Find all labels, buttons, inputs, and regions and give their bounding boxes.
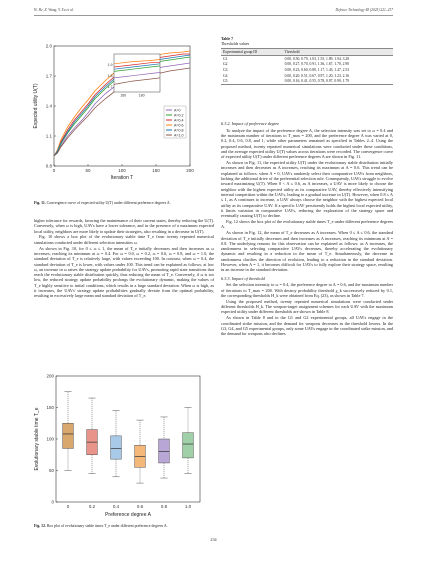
table-header-cell: Threshold [283, 48, 393, 55]
right-paragraph-3: Fig. 12 shows the box plot of the evolutionary stable times T_e under different preference degrees A. [221, 219, 393, 230]
figure-12-box-plot [30, 370, 210, 522]
inset-y-tick-label: 1.8 [107, 73, 113, 78]
y-axis-label: Expected utility U(T) [33, 83, 39, 129]
left-paragraph-3: As shown in Fig. 10, for 0 ≤ ω ≤ 1, the mean of T_e initially decreases and then increases as ω increases, reaching its minimum at ω = 0.4. For ω = 0.0, ω = 0.2, ω = 0.6, ω = 0.8, and ω = 1.0, the standard deviation of T_e is relatively large, with values exceeding 100. In contrast, when ω = 0.4, the standard deviation of T_e is lower, with values under 100. This trend can be explained as follows: at low ω, an increase in ω raises the strategy update probability for UAVs, promoting rapid state transitions that reach the evolutionary stable distribution quickly, thus reducing the mean of T_e. Conversely, if ω is too low, the reduced strategy update probability prolongs the evolutionary dynamic, making the values of T_e highly sensitive to initial conditions, which results in a large standard deviation. When ω is high, as it increases, the UAVs' strategy update probabilities gradually deviate from the optimal probability, resulting in excessively large mean and standard deviation of T_e. [34, 245, 214, 299]
table-7 [221, 37, 393, 85]
page-number: 234 [210, 537, 217, 542]
section-heading-6-3-3: 6.3.3. Impact of threshold [221, 275, 265, 281]
x-tick-label: 0 [52, 168, 56, 173]
x-tick-label: 0.2 [88, 504, 96, 509]
box [159, 439, 170, 463]
table-cell: 0.00, 0.20, 0.51, 0.67, 0.97, 1.20, 1.23, 2.16 [284, 73, 350, 78]
x-tick-label: 0.8 [160, 504, 168, 509]
table-cell: 0.00, 0.50, 0.79, 1.03, 1.55, 1.89, 1.94, 3.28 [284, 56, 350, 61]
legend-label: A=0.6 [174, 123, 184, 128]
table-cell: G2 [223, 62, 228, 67]
table-7-grid [221, 48, 393, 85]
right-column-text [221, 118, 393, 337]
x-tick-label: 0 [66, 504, 70, 509]
y-tick-label: 100 [46, 436, 54, 442]
left-paragraph-1: higher tolerance for rewards, favoring the maintenance of their current states, thereby reducing the U(T). Conversely, when ω is high, UAVs have a lower tolerance, and in the presence of a maximum expected local utility, neighbors are more likely to update their strategies, also resulting in a decrease in U(T). [34, 218, 214, 234]
figure-12-caption-text: Box plot of evolutionary stable times T_e under different preference degrees A. [46, 524, 168, 528]
header-rule [34, 15, 393, 16]
box [111, 436, 122, 459]
inset-x-tick-label: 180 [138, 93, 145, 98]
table-7-title: Thresholds values [221, 41, 250, 46]
section-heading-6-3-2: 6.3.2. Impact of preference degree [221, 121, 280, 126]
table-cell: 0.00, 0.16, 0.41, 0.55, 0.78, 0.97, 0.99, 1.79 [283, 79, 393, 85]
x-tick-label: 50 [85, 168, 91, 173]
right-paragraph-2: As shown in Fig. 11, the expected utility U(T) under the evolutionary stable distribution initially increases and then decreases as A increases, reaching its maximum at A = 0.6. This trend can be explained as follows: when A = 0, UAVs randomly select their comparative UAVs from neighbors, lacking the additional drive of the preferential selection rule. Consequently, UAVs struggle to evolve toward maximizing U(T). When 0 < A ≤ 0.6, as A increases, a UAV is more likely to choose the neighbor with the highest expected utility as its comparative UAV, thereby effectively intensifying internal competition within the UAVs, leading to a gradual increase in U(T). However, when 0.8 ≤ A ≤ 1, as A continues to increase, a UAV always choose the neighbor with the highest expected local utility as its comparative UAV. If a specific UAV persistently holds the highest local expected utility, it limits variation in comparative UAVs, reducing the exploration of the strategy space and eventually causing U(T) to decline. [221, 160, 393, 219]
inset-y-tick-label: 1.9 [107, 63, 113, 68]
left-paragraph-2: Fig. 10 shows a box plot of the evolutionary stable time T_e from twenty repeated numerical simulations conducted under different selection intensities ω. [34, 234, 214, 245]
legend-label: A=1.0 [174, 133, 184, 138]
y-tick-label: 1.4 [45, 103, 52, 109]
running-header-authors: W. He, Z. Wang, Y. Xu et al. [34, 8, 74, 12]
left-column-text [34, 218, 214, 299]
table-header-cell: Experimental group ID [221, 48, 283, 55]
table-cell: G1 [223, 56, 228, 61]
y-tick-label: 50 [48, 468, 54, 473]
y-tick-label: 2.0 [45, 43, 52, 49]
figure-12-caption [34, 524, 214, 529]
y-tick-label: 0 [51, 499, 54, 505]
table-7-label: Table 7 [221, 37, 234, 41]
right-paragraph-4: As shown in Fig. 12, the mean of T_e decreases as A increases. When 0 ≤ A ≤ 0.6, the standard deviation of T_e initially decreases and then increases as A increases, reaching its minimum at A = 0.8. The underlying reasons for this observation can be explained as follows: as A increases, the randomness in selecting comparative UAVs decreases, thereby accelerating the evolutionary dynamic and resulting in a reduction in the mean of T_e. Simultaneously, the decrease in randomness clarifies the direction of evolution, leading to a reduction in the standard deviation. However, when A = 1, it becomes difficult for UAVs to fully explore their strategy space, resulting in an increase in the standard deviation. [221, 230, 393, 273]
table-cell: G3 [223, 67, 228, 72]
x-axis-label: Iteration T [110, 175, 134, 181]
x-tick-label: 150 [152, 168, 160, 173]
y-tick-label: 1.1 [45, 133, 52, 139]
table-row [221, 79, 393, 85]
y-tick-label: 150 [46, 405, 54, 410]
box [183, 433, 194, 458]
y-tick-label: 200 [46, 373, 54, 379]
right-paragraph-1: To analyze the impact of the preference degree A, the selection intensity was set to ω = 0.4 and the maximum number of iterations to T_max = 200, and the preference degree A was varied at 0, 0.2, 0.4, 0.6, 0.8, and 1, while other parameters remained as specified in Tables 2–4. Using the proposed method, twenty repeated numerical simulations were conducted under these conditions, and the average expected utility U(T) values across iterations were recorded. The convergence curve of expected utility U(T) under different preference degrees A are shown in Fig. 11. [221, 127, 393, 160]
legend-label: A=0.4 [174, 118, 184, 123]
legend-label: A=0 [174, 108, 181, 113]
x-tick-label: 0.6 [136, 504, 144, 509]
y-axis-label: Evolutionary stable time T_e [34, 407, 40, 471]
y-tick-label: 0.8 [45, 163, 52, 169]
right-paragraph-7: As shown in Table 8 and in the G1 and G2 experimental groups, all UAVs engage in the coordinated strike mission, and the demand for weapons decreases as the threshold lowers. In the G3, G4, and G5 experimental groups, only some UAVs engage in the coordinated strike mission, and the demand for weapons also declines [221, 315, 393, 337]
inset-y-tick-label: 1.7 [107, 84, 113, 89]
figure-11-label: Fig. 11. [34, 201, 46, 205]
plot-frame [56, 376, 200, 502]
running-header-journal: Defence Technology 48 (2025) 221–237 [335, 8, 393, 12]
right-paragraph-6: Using the proposed method, twenty repeated numerical simulations were conducted under different thresholds H_k. The weapon-target assignment schemes for each UAV with the maximum expected utility under different thresholds are shown in Table 8. [221, 298, 393, 315]
table-cell: G5 [221, 79, 283, 85]
y-tick-label: 1.7 [45, 73, 52, 79]
figure-11-caption [34, 201, 214, 206]
x-tick-label: 1.0 [184, 504, 192, 509]
x-tick-label: 0.4 [112, 504, 120, 509]
inset-x-tick-label: 160 [120, 93, 127, 98]
table-cell: 0.00, 0.27, 0.70, 0.91, 1.36, 1.67, 1.70, 2.90 [284, 62, 350, 67]
table-header-row [221, 48, 393, 55]
right-paragraph-5: Set the selection intensity to ω = 0.4, the preference degree to A = 0.6, and the maximum number of iterations to T_max = 200. With destroy probability threshold χ_k successively reduced by 0.1, the corresponding thresholds H_k were obtained from Eq. (23), as shown in Table 7. [221, 282, 393, 298]
x-tick-label: 100 [118, 168, 126, 173]
legend-label: A=0.2 [174, 113, 184, 118]
box [63, 423, 74, 448]
table-cell: 0.00, 0.23, 0.60, 0.80, 1.17, 1.43, 1.47, 2.53 [284, 67, 350, 72]
figure-12-label: Fig. 12. [34, 524, 46, 528]
table-cell: G4 [223, 73, 228, 78]
figure-11-caption-text: Convergence curve of expected utility U(T) under different preference degrees A. [46, 201, 171, 205]
x-tick-label: 200 [186, 168, 194, 173]
legend-label: A=0.8 [174, 128, 184, 133]
figure-11-line-chart [30, 38, 210, 198]
x-axis-label: Preference degree A [105, 512, 151, 518]
